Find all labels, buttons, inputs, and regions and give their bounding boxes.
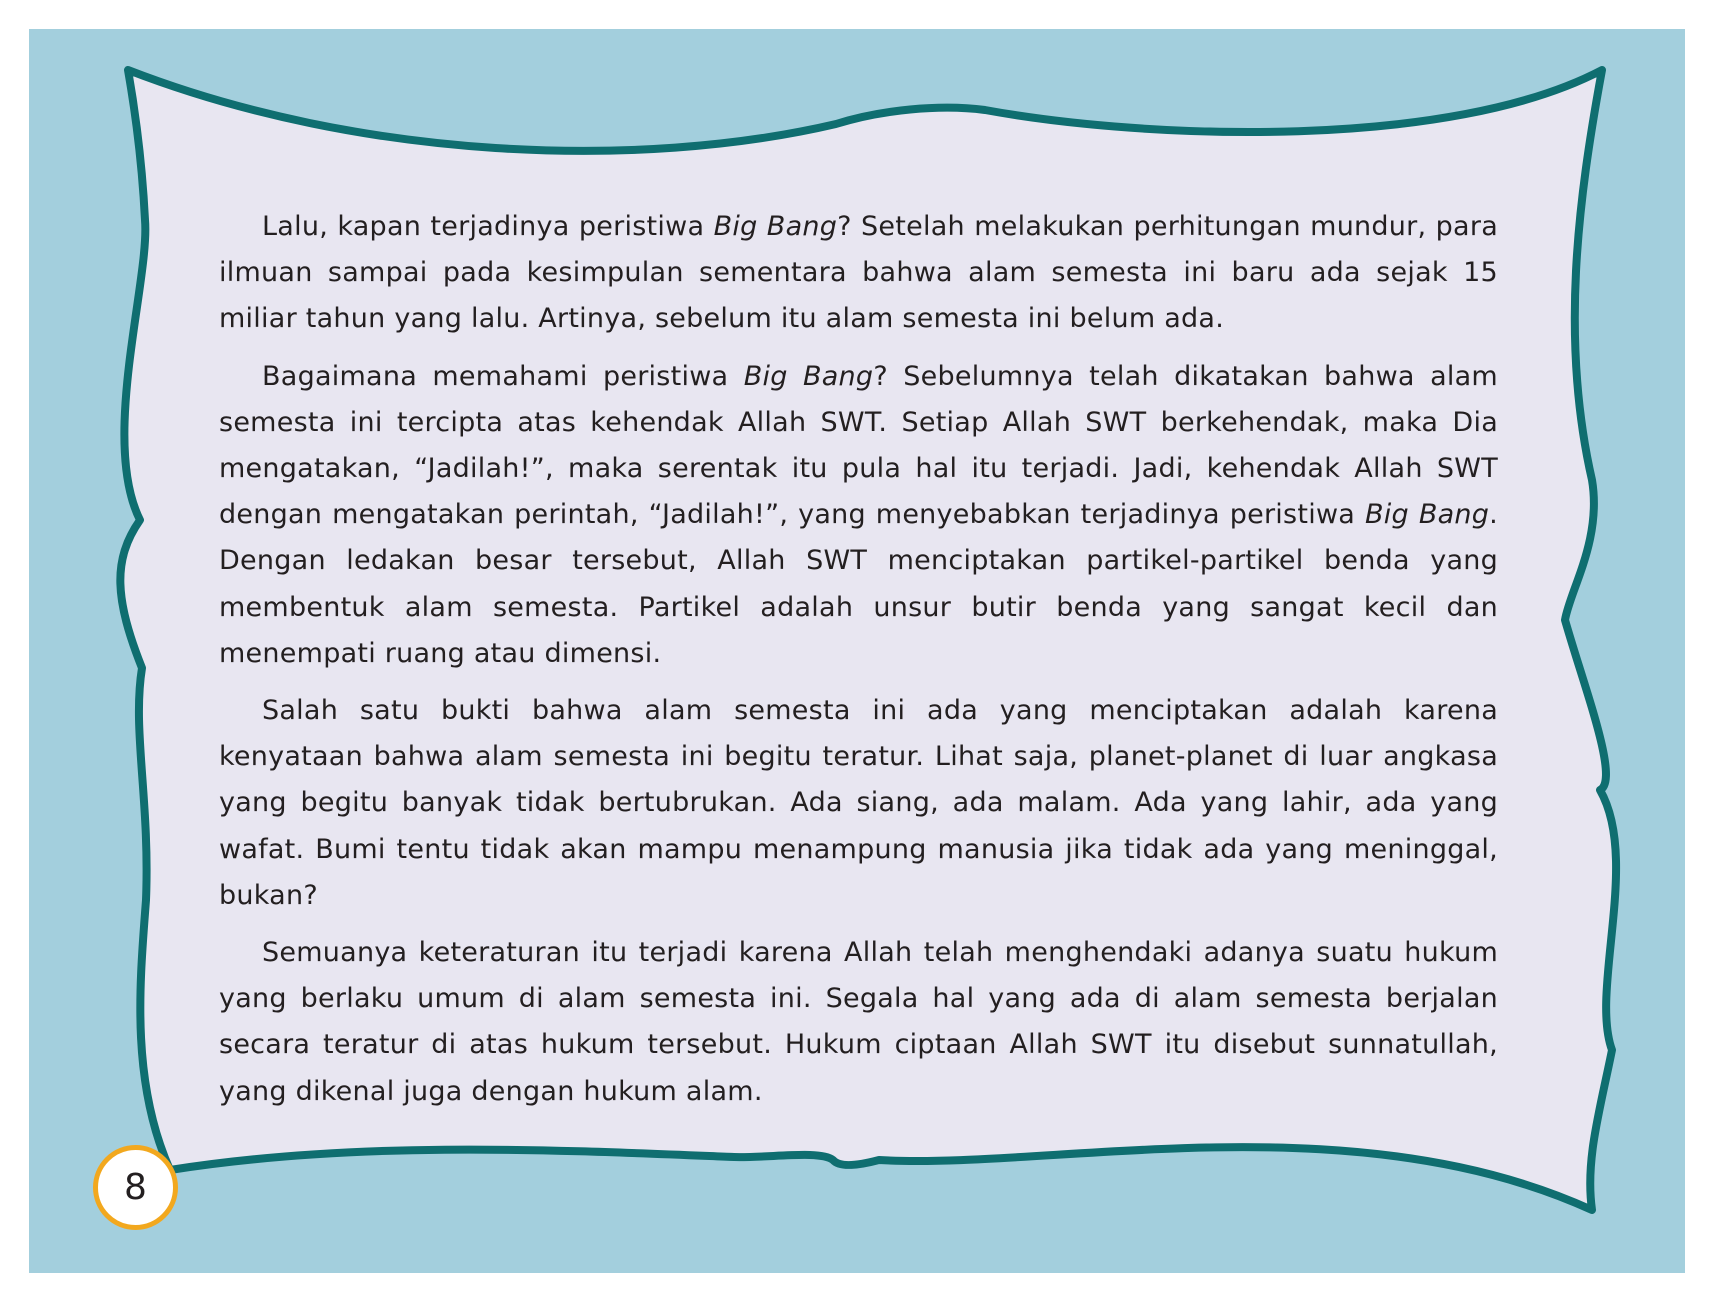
page-number-badge [93,1145,178,1230]
text-segment: Semuanya keteraturan itu terjadi karena Allah telah menghendaki adanya suatu hukum yang berlaku umum di alam semesta ini. Segala hal yang ada di alam semesta berjalan secara teratur di atas hukum tersebut. Hukum ciptaan Allah SWT itu disebut sunnatullah, yang dikenal juga dengan hukum alam. [219,937,1498,1107]
italic-term: Big Bang [1365,499,1490,531]
paragraph-3 [219,688,1498,919]
paragraph-4 [219,930,1498,1115]
body-text [219,204,1498,1126]
text-segment: ? Sebelumnya telah dikatakan bahwa alam semesta ini tercipta atas kehendak Allah SWT. Setiap Allah SWT berkehendak, maka Dia mengatakan, “Jadilah!”, maka serentak itu pula hal itu terjadi. Jadi, kehendak Allah SWT dengan mengatakan perintah, “Jadilah!”, yang menyebabkan terjadinya peristiwa [219,360,1498,531]
italic-term: Big Bang [713,211,838,242]
text-segment: Lalu, kapan terjadinya peristiwa [262,211,714,242]
paragraph-1 [219,204,1498,343]
text-segment: ? Setelah melakukan perhitungan mundur, para ilmuan sampai pada kesimpulan sementara bahwa alam semesta ini baru ada sejak 15 miliar tahun yang lalu. Artinya, sebelum itu alam semesta ini belum ada. [219,211,1499,335]
text-segment: Salah satu bukti bahwa alam semesta ini ada yang menciptakan adalah karena kenyataan bahwa alam semesta ini begitu teratur. Lihat saja, planet-planet di luar angkasa yang begitu banyak tidak bertubrukan. Ada siang, ada malam. Ada yang lahir, ada yang wafat. Bumi tentu tidak akan mampu menampung manusia jika tidak ada yang meninggal, bukan? [219,695,1498,911]
page-number: 8 [124,1166,147,1208]
paragraph-2 [219,354,1498,677]
italic-term: Big Bang [743,360,874,392]
text-segment: . Dengan ledakan besar tersebut, Allah SWT menciptakan partikel-partikel benda yang membentuk alam semesta. Partikel adalah unsur butir benda yang sangat kecil dan menempati ruang atau dimensi. [219,499,1498,669]
text-segment: Bagaimana memahami peristiwa [262,360,744,392]
